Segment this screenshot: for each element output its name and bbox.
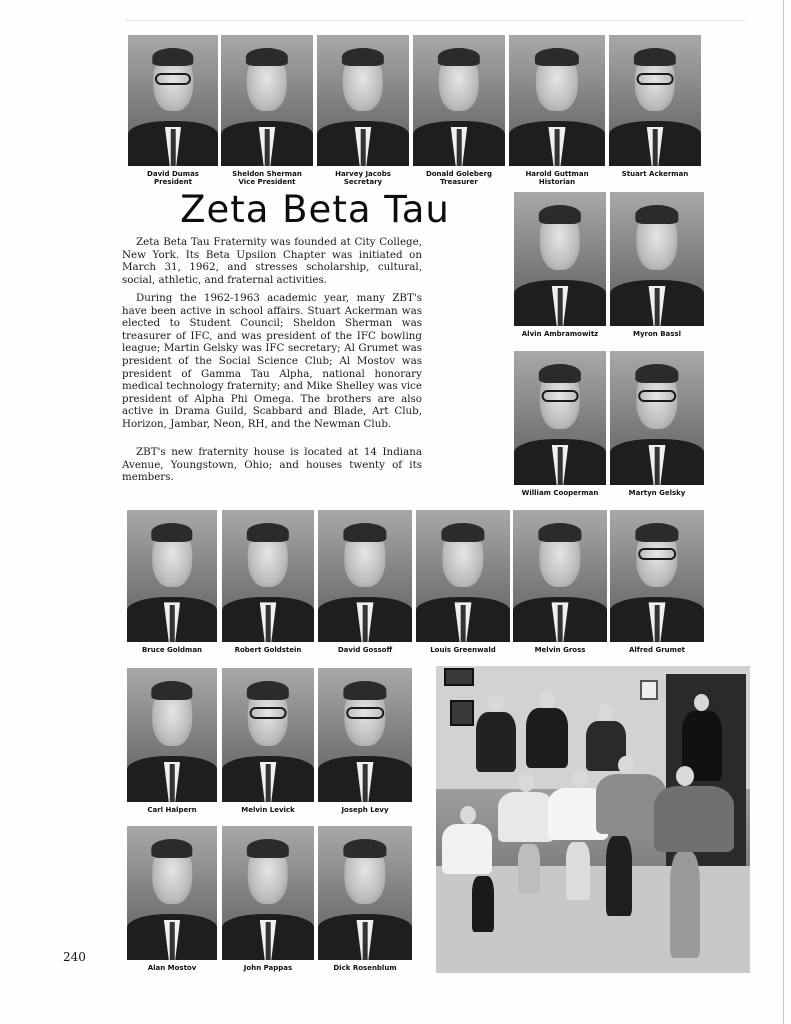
portrait-photo: [222, 510, 314, 642]
portrait-photo: [610, 510, 704, 642]
tie: [266, 764, 271, 802]
portrait-name: Louis Greenwald: [430, 646, 496, 654]
portrait-caption: [507, 646, 613, 654]
tie: [558, 447, 563, 485]
tie: [655, 288, 660, 326]
group-photo: [436, 666, 750, 973]
eyeglasses: [542, 390, 579, 402]
tie: [653, 129, 658, 166]
hair: [635, 205, 678, 224]
hair: [538, 523, 581, 541]
hair: [634, 48, 676, 66]
intro-paragraph: Zeta Beta Tau Fraternity was founded at City College, New York. Its Beta Upsilon Chapter was initiated on March 31, 1962, and stresses scholarship, cultural, social, athletic, and fraternal activities.: [122, 236, 422, 286]
portrait-photo: [221, 35, 313, 166]
hair: [539, 205, 581, 224]
hair: [343, 681, 386, 700]
portrait-caption: [407, 170, 511, 186]
portrait-caption: [604, 489, 710, 497]
portrait-role: Secretary: [343, 178, 383, 186]
portrait-photo: [609, 35, 701, 166]
portrait-caption: [503, 170, 611, 186]
hair: [152, 48, 193, 66]
wall-lamp: [640, 680, 658, 700]
portrait-photo: [514, 192, 606, 326]
portrait-name: Sheldon Sherman: [232, 170, 302, 178]
page-number: 240: [63, 950, 86, 964]
portrait-role: Historian: [538, 178, 576, 186]
portrait-name: Donald Goleberg: [425, 170, 493, 178]
portrait-photo: [610, 351, 704, 485]
portrait-role: President: [154, 178, 192, 186]
portrait-name: Martyn Gelsky: [628, 489, 686, 497]
tie: [265, 129, 270, 166]
portrait-photo: [222, 668, 314, 802]
tie: [361, 129, 366, 166]
page-title: Zeta Beta Tau: [180, 188, 450, 231]
portrait-name: David Dumas: [147, 170, 199, 178]
portrait-name: Stuart Ackerman: [621, 170, 689, 178]
hair: [343, 839, 386, 858]
portrait-name: William Cooperman: [521, 489, 599, 497]
hair: [151, 523, 192, 541]
portrait-caption: [604, 646, 710, 654]
hair: [635, 523, 678, 541]
tie: [171, 129, 176, 166]
tie: [170, 605, 175, 642]
hair: [539, 364, 581, 383]
portrait-name: Robert Goldstein: [234, 646, 302, 654]
portrait-name: Harvey Jacobs: [335, 170, 391, 178]
portrait-photo: [127, 826, 217, 960]
portrait-photo: [317, 35, 409, 166]
portrait-photo: [514, 351, 606, 485]
wall-picture: [444, 668, 474, 686]
house-paragraph: ZBT's new fraternity house is located at 14 Indiana Avenue, Youngstown, Ohio; and houses twenty of its members.: [122, 446, 422, 484]
tie: [266, 605, 271, 642]
portrait-name: Dick Rosenblum: [333, 964, 397, 972]
hair: [635, 364, 678, 383]
portrait-caption: [121, 806, 223, 814]
portrait-caption: [410, 646, 516, 654]
portrait-name: Joseph Levy: [341, 806, 389, 814]
tie: [266, 922, 271, 960]
hair: [342, 48, 384, 66]
portrait-caption: [121, 646, 223, 654]
portrait-name: Melvin Gross: [534, 646, 586, 654]
eyeglasses: [637, 73, 674, 85]
tie: [461, 605, 466, 642]
portrait-caption: [604, 330, 710, 338]
portrait-photo: [416, 510, 510, 642]
eyeglasses: [346, 707, 384, 719]
portrait-caption: [312, 646, 418, 654]
portrait-photo: [128, 35, 218, 166]
hair: [247, 681, 289, 700]
portrait-name: John Pappas: [243, 964, 293, 972]
tie: [363, 922, 368, 960]
hair: [535, 48, 579, 66]
hair: [441, 523, 484, 541]
portrait-photo: [127, 510, 217, 642]
hair: [247, 523, 289, 541]
portrait-caption: [312, 964, 418, 972]
eyeglasses: [250, 707, 287, 719]
tie: [655, 605, 660, 642]
portrait-caption: [121, 964, 223, 972]
activities-paragraph: During the 1962-1963 academic year, many ZBT's have been active in school affairs. Stuart Ackerman was elected to Student Council; Sheldon Sherman was treasurer of IFC, and was president of the IFC bowling league; Martin Gelsky was IFC secretary; Al Grumet was president of the Social Science Club; Al Mostov was president of Gamma Tau Alpha, national honorary medical technology fraternity; and Mike Shelley was vice president of Alpha Phi Omega. The brothers are also active in Drama Guild, Scabbard and Blade, Art Club, Horizon, Jambar, Neon, RH, and the Newman Club.: [122, 292, 422, 430]
portrait-photo: [413, 35, 505, 166]
hair: [151, 839, 192, 858]
eyeglasses: [638, 548, 676, 560]
portrait-name: Carl Halpern: [147, 806, 197, 814]
tie: [363, 605, 368, 642]
portrait-photo: [610, 192, 704, 326]
portrait-photo: [318, 826, 412, 960]
page-right-edge: [783, 0, 784, 1024]
portrait-caption: [311, 170, 415, 186]
portrait-name: Myron Bassl: [632, 330, 681, 338]
seated-man: [650, 766, 746, 966]
portrait-photo: [318, 668, 412, 802]
tie: [558, 288, 563, 326]
portrait-name: Melvin Levick: [241, 806, 295, 814]
portrait-caption: [508, 489, 612, 497]
tie: [555, 129, 560, 166]
portrait-name: Bruce Goldman: [141, 646, 203, 654]
portrait-caption: [216, 806, 320, 814]
wall-picture: [450, 700, 474, 726]
portrait-name: Harold Guttman: [525, 170, 589, 178]
portrait-photo: [318, 510, 412, 642]
portrait-role: Vice President: [238, 178, 296, 186]
portrait-caption: [122, 170, 224, 186]
portrait-photo: [127, 668, 217, 802]
page-top-edge: [125, 20, 745, 21]
portrait-caption: [215, 170, 319, 186]
tie: [363, 764, 368, 802]
portrait-role: Treasurer: [440, 178, 478, 186]
eyeglasses: [155, 73, 191, 85]
portrait-caption: [216, 964, 320, 972]
portrait-photo: [222, 826, 314, 960]
portrait-name: Alfred Grumet: [628, 646, 686, 654]
hair: [247, 839, 289, 858]
portrait-caption: [508, 330, 612, 338]
tie: [655, 447, 660, 485]
hair: [343, 523, 386, 541]
portrait-caption: [216, 646, 320, 654]
portrait-name: Alvin Ambramowitz: [521, 330, 599, 338]
hair: [438, 48, 480, 66]
tie: [170, 922, 175, 960]
portrait-name: Alan Mostov: [147, 964, 197, 972]
hair: [246, 48, 288, 66]
portrait-caption: [312, 806, 418, 814]
hair: [151, 681, 192, 700]
tie: [558, 605, 563, 642]
portrait-photo: [509, 35, 605, 166]
portrait-photo: [513, 510, 607, 642]
portrait-name: David Gossoff: [337, 646, 393, 654]
eyeglasses: [638, 390, 676, 402]
portrait-caption: [603, 170, 707, 178]
tie: [457, 129, 462, 166]
tie: [170, 764, 175, 802]
